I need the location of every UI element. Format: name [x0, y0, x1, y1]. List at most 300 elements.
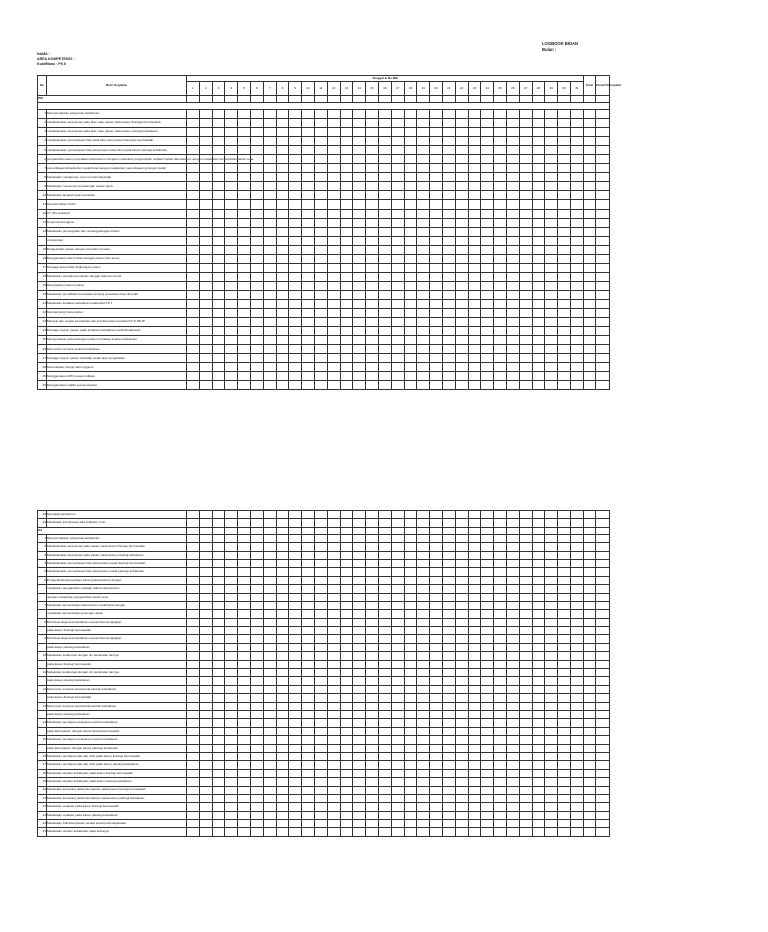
day-entry-cell[interactable] — [430, 137, 443, 146]
day-entry-cell[interactable] — [263, 173, 276, 182]
day-entry-cell[interactable] — [366, 786, 379, 794]
day-entry-cell[interactable] — [532, 372, 545, 381]
day-entry-cell[interactable] — [263, 363, 276, 372]
day-entry-cell[interactable] — [506, 290, 519, 299]
day-entry-cell[interactable] — [212, 601, 225, 609]
day-entry-cell[interactable] — [353, 281, 366, 290]
day-entry-cell[interactable] — [263, 182, 276, 191]
day-entry-cell[interactable] — [225, 585, 238, 593]
day-entry-cell[interactable] — [378, 164, 391, 173]
day-entry-cell[interactable] — [481, 744, 494, 752]
day-entry-cell[interactable] — [238, 318, 251, 327]
day-entry-cell[interactable] — [353, 227, 366, 236]
day-entry-cell[interactable] — [430, 811, 443, 819]
day-entry-cell[interactable] — [391, 345, 404, 354]
day-entry-cell[interactable] — [353, 381, 366, 390]
day-entry-cell[interactable] — [353, 752, 366, 760]
day-entry-cell[interactable] — [570, 543, 583, 551]
day-entry-cell[interactable] — [430, 281, 443, 290]
day-entry-cell[interactable] — [494, 218, 507, 227]
day-entry-cell[interactable] — [238, 794, 251, 802]
day-entry-cell[interactable] — [455, 769, 468, 777]
paraf-cell[interactable] — [595, 585, 609, 593]
day-entry-cell[interactable] — [314, 568, 327, 576]
day-entry-cell[interactable] — [481, 811, 494, 819]
day-entry-cell[interactable] — [353, 309, 366, 318]
day-entry-cell[interactable] — [532, 593, 545, 601]
day-entry-cell[interactable] — [225, 627, 238, 635]
day-entry-cell[interactable] — [391, 811, 404, 819]
day-entry-cell[interactable] — [570, 173, 583, 182]
day-entry-cell[interactable] — [289, 635, 302, 643]
day-entry-cell[interactable] — [558, 164, 571, 173]
day-entry-cell[interactable] — [263, 643, 276, 651]
day-entry-cell[interactable] — [225, 519, 238, 527]
day-entry-cell[interactable] — [481, 254, 494, 263]
total-cell[interactable] — [583, 299, 595, 308]
day-entry-cell[interactable] — [289, 627, 302, 635]
day-entry-cell[interactable] — [187, 191, 200, 200]
day-entry-cell[interactable] — [250, 191, 263, 200]
paraf-cell[interactable] — [595, 534, 609, 542]
day-entry-cell[interactable] — [366, 778, 379, 786]
day-entry-cell[interactable] — [404, 736, 417, 744]
day-entry-cell[interactable] — [187, 236, 200, 245]
day-entry-cell[interactable] — [455, 372, 468, 381]
day-entry-cell[interactable] — [238, 263, 251, 272]
day-entry-cell[interactable] — [519, 254, 532, 263]
day-entry-cell[interactable] — [199, 164, 212, 173]
day-entry-cell[interactable] — [353, 128, 366, 137]
day-entry-cell[interactable] — [314, 191, 327, 200]
total-cell[interactable] — [583, 828, 595, 836]
day-entry-cell[interactable] — [442, 694, 455, 702]
day-entry-cell[interactable] — [327, 568, 340, 576]
day-entry-cell[interactable] — [276, 137, 289, 146]
day-entry-cell[interactable] — [212, 511, 225, 519]
empty-cell[interactable] — [327, 96, 340, 103]
day-entry-cell[interactable] — [250, 778, 263, 786]
day-entry-cell[interactable] — [404, 601, 417, 609]
paraf-cell[interactable] — [595, 236, 609, 245]
day-entry-cell[interactable] — [442, 290, 455, 299]
day-entry-cell[interactable] — [506, 155, 519, 164]
paraf-cell[interactable] — [595, 327, 609, 336]
day-entry-cell[interactable] — [481, 290, 494, 299]
day-entry-cell[interactable] — [519, 794, 532, 802]
day-entry-cell[interactable] — [545, 652, 558, 660]
day-entry-cell[interactable] — [199, 576, 212, 584]
day-entry-cell[interactable] — [532, 236, 545, 245]
day-entry-cell[interactable] — [289, 727, 302, 735]
day-entry-cell[interactable] — [455, 685, 468, 693]
day-entry-cell[interactable] — [442, 128, 455, 137]
day-entry-cell[interactable] — [391, 245, 404, 254]
day-entry-cell[interactable] — [506, 354, 519, 363]
day-entry-cell[interactable] — [430, 254, 443, 263]
day-entry-cell[interactable] — [366, 290, 379, 299]
total-cell[interactable] — [583, 576, 595, 584]
day-entry-cell[interactable] — [250, 318, 263, 327]
day-entry-cell[interactable] — [442, 146, 455, 155]
day-entry-cell[interactable] — [391, 363, 404, 372]
day-entry-cell[interactable] — [455, 191, 468, 200]
day-entry-cell[interactable] — [289, 601, 302, 609]
day-entry-cell[interactable] — [532, 191, 545, 200]
day-entry-cell[interactable] — [494, 146, 507, 155]
day-entry-cell[interactable] — [212, 652, 225, 660]
day-entry-cell[interactable] — [481, 828, 494, 836]
day-entry-cell[interactable] — [378, 336, 391, 345]
day-entry-cell[interactable] — [545, 372, 558, 381]
empty-cell[interactable] — [340, 527, 353, 534]
total-cell[interactable] — [583, 200, 595, 209]
day-entry-cell[interactable] — [327, 627, 340, 635]
day-entry-cell[interactable] — [199, 702, 212, 710]
day-entry-cell[interactable] — [468, 744, 481, 752]
day-entry-cell[interactable] — [212, 119, 225, 128]
paraf-cell[interactable] — [595, 803, 609, 811]
day-entry-cell[interactable] — [391, 610, 404, 618]
day-entry-cell[interactable] — [327, 677, 340, 685]
day-entry-cell[interactable] — [494, 643, 507, 651]
day-entry-cell[interactable] — [558, 652, 571, 660]
day-entry-cell[interactable] — [391, 803, 404, 811]
day-entry-cell[interactable] — [263, 803, 276, 811]
day-entry-cell[interactable] — [570, 685, 583, 693]
day-entry-cell[interactable] — [353, 299, 366, 308]
day-entry-cell[interactable] — [225, 164, 238, 173]
day-entry-cell[interactable] — [545, 761, 558, 769]
day-entry-cell[interactable] — [302, 677, 315, 685]
day-entry-cell[interactable] — [506, 519, 519, 527]
day-entry-cell[interactable] — [238, 694, 251, 702]
day-entry-cell[interactable] — [289, 191, 302, 200]
day-entry-cell[interactable] — [187, 318, 200, 327]
day-entry-cell[interactable] — [378, 263, 391, 272]
day-entry-cell[interactable] — [225, 778, 238, 786]
day-entry-cell[interactable] — [289, 677, 302, 685]
day-entry-cell[interactable] — [506, 534, 519, 542]
day-entry-cell[interactable] — [238, 372, 251, 381]
day-entry-cell[interactable] — [378, 719, 391, 727]
day-entry-cell[interactable] — [468, 710, 481, 718]
day-entry-cell[interactable] — [378, 299, 391, 308]
day-entry-cell[interactable] — [455, 354, 468, 363]
day-entry-cell[interactable] — [302, 601, 315, 609]
day-entry-cell[interactable] — [468, 610, 481, 618]
day-entry-cell[interactable] — [494, 559, 507, 567]
day-entry-cell[interactable] — [199, 345, 212, 354]
day-entry-cell[interactable] — [404, 345, 417, 354]
day-entry-cell[interactable] — [225, 652, 238, 660]
day-entry-cell[interactable] — [442, 677, 455, 685]
day-entry-cell[interactable] — [430, 803, 443, 811]
day-entry-cell[interactable] — [263, 660, 276, 668]
empty-cell[interactable] — [532, 527, 545, 534]
day-entry-cell[interactable] — [494, 752, 507, 760]
day-entry-cell[interactable] — [327, 660, 340, 668]
day-entry-cell[interactable] — [455, 643, 468, 651]
day-entry-cell[interactable] — [391, 601, 404, 609]
day-entry-cell[interactable] — [442, 227, 455, 236]
day-entry-cell[interactable] — [455, 543, 468, 551]
day-entry-cell[interactable] — [378, 702, 391, 710]
day-entry-cell[interactable] — [417, 309, 430, 318]
day-entry-cell[interactable] — [302, 652, 315, 660]
day-entry-cell[interactable] — [212, 128, 225, 137]
day-entry-cell[interactable] — [340, 309, 353, 318]
day-entry-cell[interactable] — [276, 761, 289, 769]
day-entry-cell[interactable] — [199, 110, 212, 119]
empty-cell[interactable] — [570, 96, 583, 103]
day-entry-cell[interactable] — [250, 534, 263, 542]
day-entry-cell[interactable] — [314, 128, 327, 137]
day-entry-cell[interactable] — [238, 727, 251, 735]
day-entry-cell[interactable] — [366, 719, 379, 727]
day-entry-cell[interactable] — [250, 593, 263, 601]
day-entry-cell[interactable] — [225, 543, 238, 551]
day-entry-cell[interactable] — [276, 585, 289, 593]
day-entry-cell[interactable] — [545, 610, 558, 618]
day-entry-cell[interactable] — [481, 786, 494, 794]
day-entry-cell[interactable] — [212, 794, 225, 802]
day-entry-cell[interactable] — [404, 761, 417, 769]
day-entry-cell[interactable] — [314, 137, 327, 146]
day-entry-cell[interactable] — [391, 191, 404, 200]
day-entry-cell[interactable] — [199, 309, 212, 318]
day-entry-cell[interactable] — [570, 511, 583, 519]
day-entry-cell[interactable] — [442, 568, 455, 576]
day-entry-cell[interactable] — [276, 272, 289, 281]
day-entry-cell[interactable] — [327, 511, 340, 519]
day-entry-cell[interactable] — [430, 744, 443, 752]
day-entry-cell[interactable] — [327, 164, 340, 173]
day-entry-cell[interactable] — [340, 299, 353, 308]
day-entry-cell[interactable] — [289, 786, 302, 794]
day-entry-cell[interactable] — [212, 245, 225, 254]
day-entry-cell[interactable] — [519, 155, 532, 164]
day-entry-cell[interactable] — [519, 128, 532, 137]
day-entry-cell[interactable] — [442, 551, 455, 559]
day-entry-cell[interactable] — [289, 173, 302, 182]
day-entry-cell[interactable] — [519, 164, 532, 173]
day-entry-cell[interactable] — [378, 576, 391, 584]
day-entry-cell[interactable] — [558, 290, 571, 299]
day-entry-cell[interactable] — [225, 601, 238, 609]
day-entry-cell[interactable] — [366, 128, 379, 137]
day-entry-cell[interactable] — [481, 200, 494, 209]
day-entry-cell[interactable] — [250, 568, 263, 576]
day-entry-cell[interactable] — [494, 652, 507, 660]
total-cell[interactable] — [583, 778, 595, 786]
day-entry-cell[interactable] — [430, 593, 443, 601]
total-cell[interactable] — [583, 618, 595, 626]
day-entry-cell[interactable] — [187, 769, 200, 777]
day-entry-cell[interactable] — [199, 191, 212, 200]
day-entry-cell[interactable] — [442, 345, 455, 354]
day-entry-cell[interactable] — [558, 828, 571, 836]
day-entry-cell[interactable] — [212, 254, 225, 263]
day-entry-cell[interactable] — [314, 543, 327, 551]
day-entry-cell[interactable] — [455, 652, 468, 660]
day-entry-cell[interactable] — [558, 778, 571, 786]
day-entry-cell[interactable] — [455, 635, 468, 643]
day-entry-cell[interactable] — [225, 119, 238, 128]
day-entry-cell[interactable] — [404, 635, 417, 643]
paraf-cell[interactable] — [595, 643, 609, 651]
day-entry-cell[interactable] — [314, 534, 327, 542]
day-entry-cell[interactable] — [519, 719, 532, 727]
day-entry-cell[interactable] — [366, 576, 379, 584]
day-entry-cell[interactable] — [570, 610, 583, 618]
day-entry-cell[interactable] — [378, 744, 391, 752]
day-entry-cell[interactable] — [212, 761, 225, 769]
day-entry-cell[interactable] — [558, 618, 571, 626]
day-entry-cell[interactable] — [353, 164, 366, 173]
day-entry-cell[interactable] — [263, 568, 276, 576]
day-entry-cell[interactable] — [494, 702, 507, 710]
day-entry-cell[interactable] — [187, 281, 200, 290]
empty-cell[interactable] — [314, 527, 327, 534]
day-entry-cell[interactable] — [532, 677, 545, 685]
day-entry-cell[interactable] — [468, 568, 481, 576]
day-entry-cell[interactable] — [327, 610, 340, 618]
day-entry-cell[interactable] — [187, 218, 200, 227]
day-entry-cell[interactable] — [378, 803, 391, 811]
day-entry-cell[interactable] — [366, 155, 379, 164]
day-entry-cell[interactable] — [468, 209, 481, 218]
day-entry-cell[interactable] — [212, 828, 225, 836]
day-entry-cell[interactable] — [340, 778, 353, 786]
day-entry-cell[interactable] — [417, 182, 430, 191]
empty-cell[interactable] — [481, 527, 494, 534]
day-entry-cell[interactable] — [199, 794, 212, 802]
day-entry-cell[interactable] — [289, 769, 302, 777]
day-entry-cell[interactable] — [340, 828, 353, 836]
paraf-cell[interactable] — [595, 769, 609, 777]
day-entry-cell[interactable] — [263, 811, 276, 819]
day-entry-cell[interactable] — [353, 236, 366, 245]
day-entry-cell[interactable] — [417, 137, 430, 146]
day-entry-cell[interactable] — [532, 345, 545, 354]
day-entry-cell[interactable] — [263, 299, 276, 308]
day-entry-cell[interactable] — [570, 719, 583, 727]
day-entry-cell[interactable] — [558, 744, 571, 752]
paraf-cell[interactable] — [595, 736, 609, 744]
day-entry-cell[interactable] — [225, 559, 238, 567]
day-entry-cell[interactable] — [519, 568, 532, 576]
day-entry-cell[interactable] — [250, 164, 263, 173]
total-cell[interactable] — [583, 585, 595, 593]
day-entry-cell[interactable] — [545, 719, 558, 727]
day-entry-cell[interactable] — [289, 164, 302, 173]
day-entry-cell[interactable] — [404, 543, 417, 551]
day-entry-cell[interactable] — [378, 559, 391, 567]
day-entry-cell[interactable] — [558, 191, 571, 200]
day-entry-cell[interactable] — [570, 191, 583, 200]
day-entry-cell[interactable] — [302, 685, 315, 693]
day-entry-cell[interactable] — [199, 752, 212, 760]
day-entry-cell[interactable] — [545, 752, 558, 760]
day-entry-cell[interactable] — [276, 236, 289, 245]
day-entry-cell[interactable] — [302, 218, 315, 227]
day-entry-cell[interactable] — [302, 534, 315, 542]
day-entry-cell[interactable] — [212, 694, 225, 702]
day-entry-cell[interactable] — [289, 778, 302, 786]
day-entry-cell[interactable] — [494, 828, 507, 836]
day-entry-cell[interactable] — [276, 254, 289, 263]
day-entry-cell[interactable] — [545, 299, 558, 308]
day-entry-cell[interactable] — [302, 245, 315, 254]
day-entry-cell[interactable] — [340, 227, 353, 236]
day-entry-cell[interactable] — [430, 576, 443, 584]
day-entry-cell[interactable] — [340, 694, 353, 702]
day-entry-cell[interactable] — [225, 363, 238, 372]
empty-cell[interactable] — [366, 527, 379, 534]
day-entry-cell[interactable] — [314, 576, 327, 584]
day-entry-cell[interactable] — [314, 677, 327, 685]
day-entry-cell[interactable] — [289, 318, 302, 327]
day-entry-cell[interactable] — [225, 110, 238, 119]
day-entry-cell[interactable] — [187, 534, 200, 542]
total-cell[interactable] — [583, 119, 595, 128]
day-entry-cell[interactable] — [545, 643, 558, 651]
day-entry-cell[interactable] — [276, 559, 289, 567]
day-entry-cell[interactable] — [187, 778, 200, 786]
day-entry-cell[interactable] — [430, 272, 443, 281]
day-entry-cell[interactable] — [430, 761, 443, 769]
day-entry-cell[interactable] — [430, 652, 443, 660]
day-entry-cell[interactable] — [353, 652, 366, 660]
day-entry-cell[interactable] — [250, 543, 263, 551]
day-entry-cell[interactable] — [391, 769, 404, 777]
day-entry-cell[interactable] — [327, 245, 340, 254]
day-entry-cell[interactable] — [558, 803, 571, 811]
empty-cell[interactable] — [404, 96, 417, 103]
day-entry-cell[interactable] — [250, 327, 263, 336]
total-cell[interactable] — [583, 146, 595, 155]
day-entry-cell[interactable] — [468, 363, 481, 372]
day-entry-cell[interactable] — [417, 236, 430, 245]
day-entry-cell[interactable] — [506, 173, 519, 182]
day-entry-cell[interactable] — [353, 820, 366, 828]
day-entry-cell[interactable] — [468, 677, 481, 685]
day-entry-cell[interactable] — [404, 669, 417, 677]
day-entry-cell[interactable] — [494, 263, 507, 272]
empty-cell[interactable] — [199, 527, 212, 534]
day-entry-cell[interactable] — [353, 794, 366, 802]
day-entry-cell[interactable] — [430, 200, 443, 209]
empty-cell[interactable] — [468, 96, 481, 103]
day-entry-cell[interactable] — [225, 128, 238, 137]
day-entry-cell[interactable] — [366, 164, 379, 173]
day-entry-cell[interactable] — [378, 710, 391, 718]
day-entry-cell[interactable] — [340, 254, 353, 263]
day-entry-cell[interactable] — [314, 209, 327, 218]
day-entry-cell[interactable] — [481, 245, 494, 254]
day-entry-cell[interactable] — [327, 685, 340, 693]
day-entry-cell[interactable] — [327, 327, 340, 336]
empty-cell[interactable] — [289, 527, 302, 534]
day-entry-cell[interactable] — [506, 245, 519, 254]
day-entry-cell[interactable] — [238, 227, 251, 236]
day-entry-cell[interactable] — [340, 677, 353, 685]
day-entry-cell[interactable] — [225, 635, 238, 643]
day-entry-cell[interactable] — [468, 318, 481, 327]
day-entry-cell[interactable] — [532, 254, 545, 263]
day-entry-cell[interactable] — [340, 710, 353, 718]
